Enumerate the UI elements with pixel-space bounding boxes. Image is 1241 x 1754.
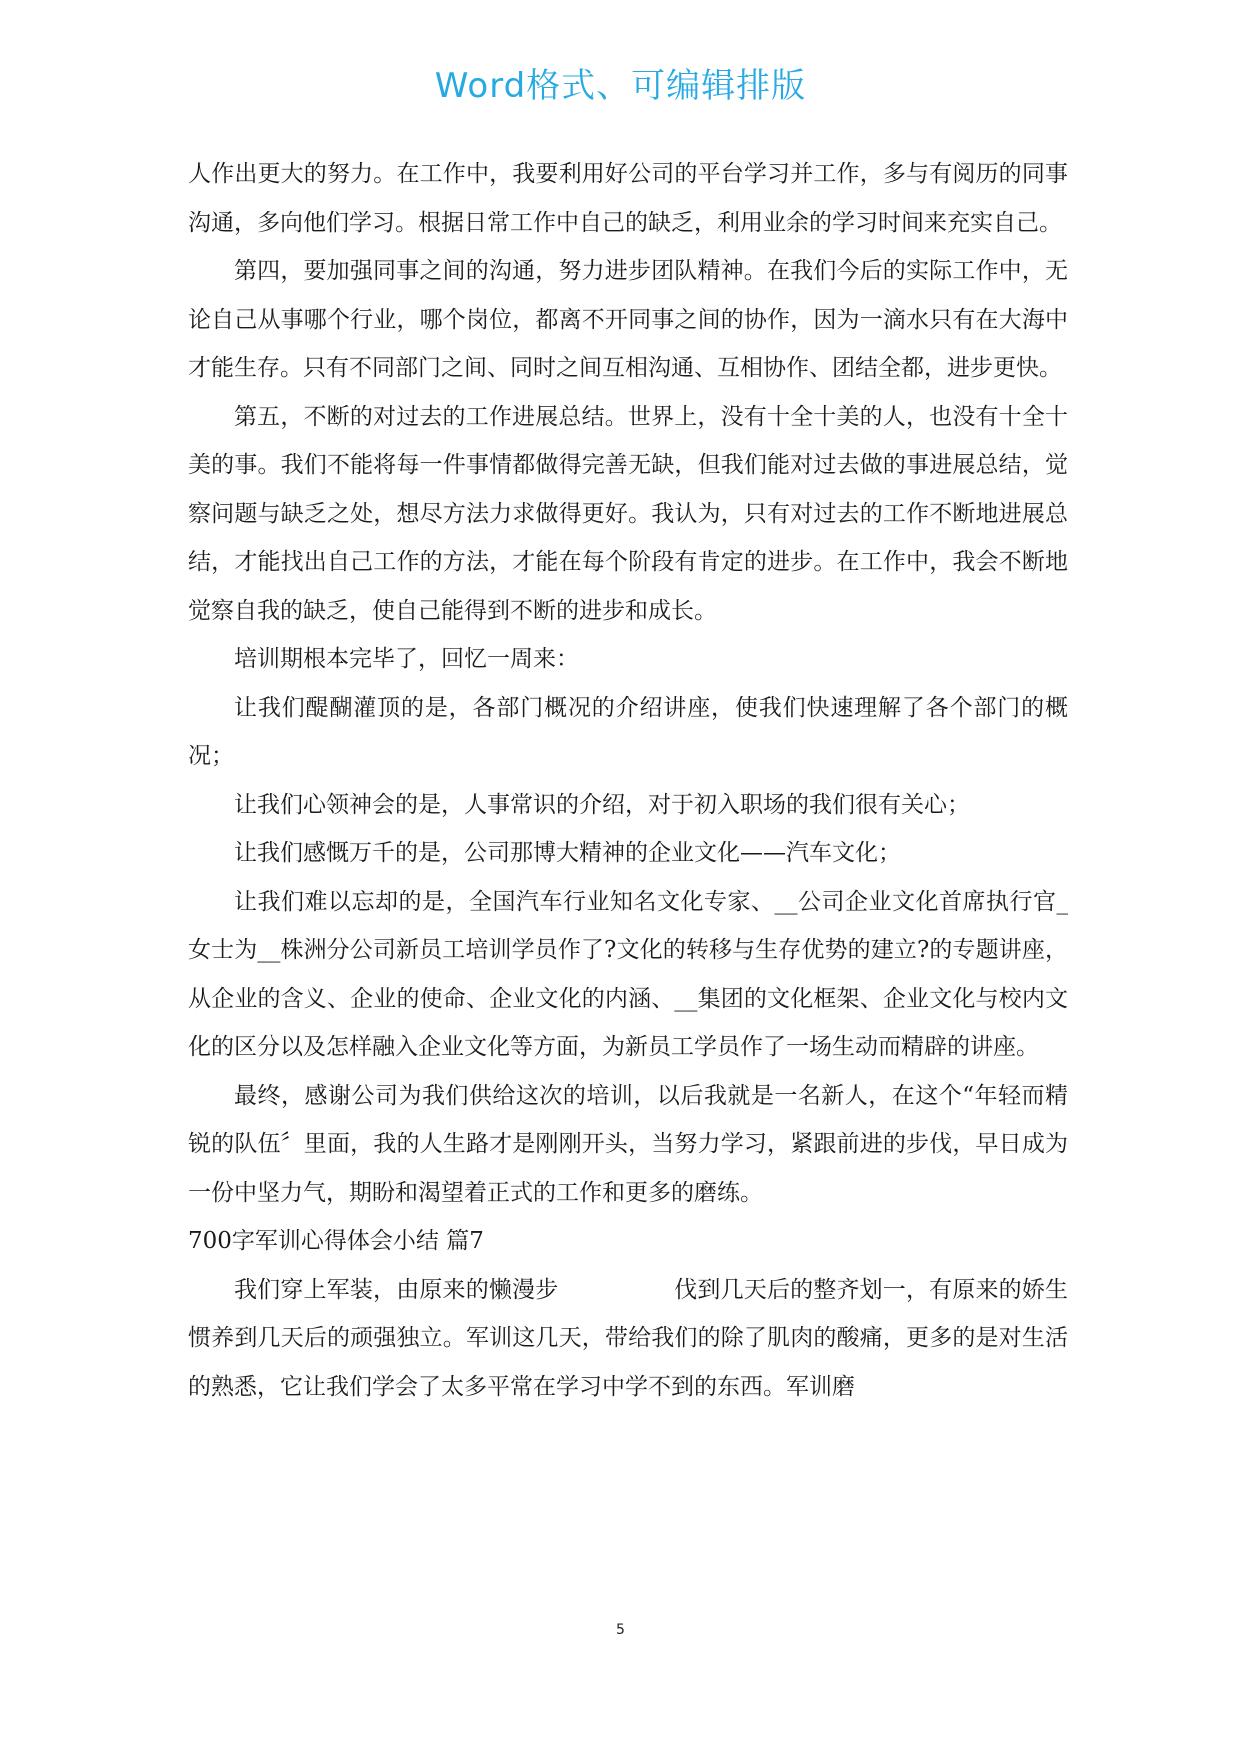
paragraph: 人作出更大的努力。在工作中，我要利用好公司的平台学习并工作，多与有阅历的同事沟通，多向他们学习。根据日常工作中自己的缺乏，利用业余的学习时间来充实自己。 <box>188 161 1068 236</box>
paragraph: 最终，感谢公司为我们供给这次的培训，以后我就是一名新人，在这个“年轻而精锐的队伍〞里面，我的人生路才是刚刚开头，当努力学习，紧跟前进的步伐，早日成为一份中坚力气，期盼和渴望着正式的工作和更多的磨练。 <box>188 1082 1068 1206</box>
paragraph: 让我们难以忘却的是，全国汽车行业知名文化专家、__公司企业文化首席执行官_女士为__株洲分公司新员工培训学员作了?文化的转移与生存优势的建立?的专题讲座，从企业的含义、企业的使命、企业文化的内涵、__集团的文化框架、企业文化与校内文化的区分以及怎样融入企业文化等方面，为新员工学员作了一场生动而精辟的讲座。 <box>188 888 1068 1060</box>
paragraph: 让我们醍醐灌顶的是，各部门概况的介绍讲座，使我们快速理解了各个部门的概况； <box>188 694 1068 769</box>
paragraph: 第五，不断的对过去的工作进展总结。世界上，没有十全十美的人，也没有十全十美的事。我们不能将每一件事情都做得完善无缺，但我们能对过去做的事进展总结，觉察问题与缺乏之处，想尽方法力求做得更好。我认为，只有对过去的工作不断地进展总结，才能找出自己工作的方法，才能在每个阶段有肯定的进步。在工作中，我会不断地觉察自我的缺乏，使自己能得到不断的进步和成长。 <box>188 403 1068 624</box>
paragraph: 第四，要加强同事之间的沟通，努力进步团队精神。在我们今后的实际工作中，无论自己从事哪个行业，哪个岗位，都离不开同事之间的协作，因为一滴水只有在大海中才能生存。只有不同部门之间、同时之间互相沟通、互相协作、团结全都，进步更快。 <box>188 258 1068 381</box>
section-heading: 700字军训心得体会小结 篇7 <box>188 1228 484 1254</box>
paragraph: 让我们感慨万千的是，公司那博大精神的企业文化——汽车文化； <box>234 840 901 866</box>
paragraph: 我们穿上军装，由原来的懒漫步 伐到几天后的整齐划一，有原来的娇生惯养到几天后的顽强独立。军训这几天，带给我们的除了肌肉的酸痛，更多的是对生活的熟悉，它让我们学会了太多平常在学习中学不到的东西。军训磨 <box>188 1276 1068 1400</box>
paragraph: 培训期根本完毕了，回忆一周来： <box>234 646 579 672</box>
page-number: 5 <box>616 1622 625 1638</box>
paragraph: 让我们心领神会的是，人事常识的介绍，对于初入职场的我们很有关心； <box>234 791 970 818</box>
document-header-title: Word格式、可编辑排版 <box>434 66 807 106</box>
document-body <box>188 150 1068 1411</box>
